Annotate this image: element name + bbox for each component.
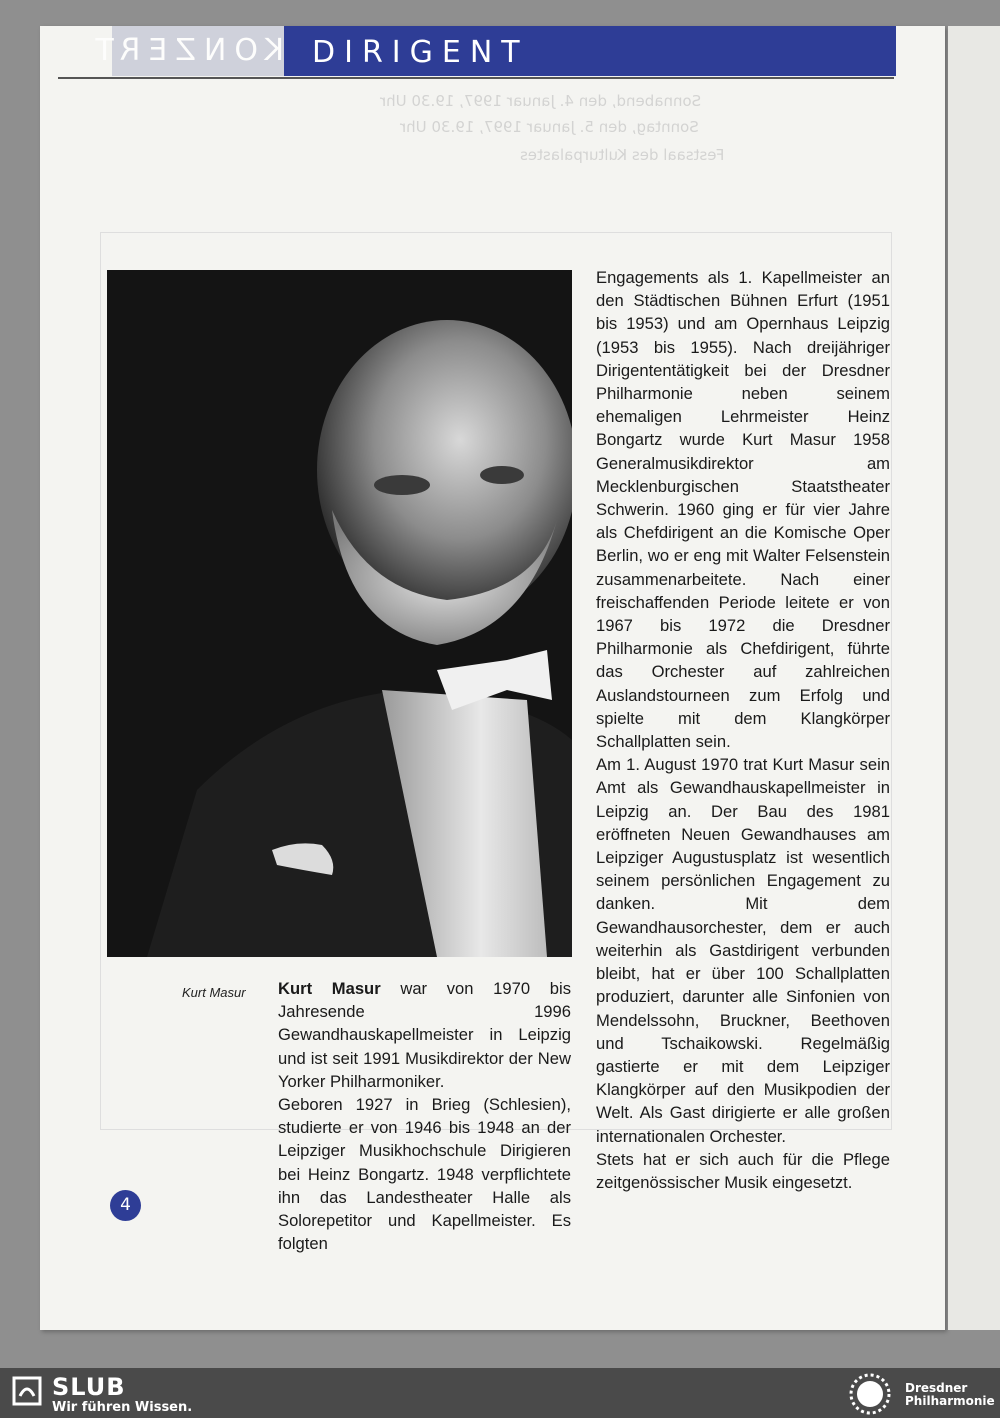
paragraph: Am 1. August 1970 trat Kurt Masur sein Amt als Gewandhauskapellmeister in Leipzig an. Der Bau des 1981 eröffneten Neuen Gewandhauses am Leipziger Augustusplatz ist wesentlich seinem persönlichen Engagement zu danken. Mit dem Gewandhausorchester, dem er auch weiterhin als Gastdirigent verbunden bleibt, hat er über 100 Schallplatten produziert, darunter alle Sinfonien von Mendelssohn, Bruckner, Beethoven und Tschaikowski. Regelmäßig gastierte er mit dem Leipziger Klangkörper auf den Musikpodien der Welt. Als Gast dirigierte er alle großen internationalen Orchester. xyxy=(596,755,890,1146)
paragraph: Geboren 1927 in Brieg (Schlesien), studierte er von 1946 bis 1948 an der Leipziger Musikhochschule Dirigieren bei Heinz Bongartz. 1948 verpflichtete ihn das Landestheater Halle als Solorepetitor und Kapellmeister. Es folgten xyxy=(278,1095,571,1254)
slub-tagline: Wir führen Wissen. xyxy=(52,1400,193,1415)
partner-name[interactable] xyxy=(905,1382,995,1408)
photo-caption: Kurt Masur xyxy=(182,985,246,1000)
slub-name[interactable]: SLUB xyxy=(52,1373,126,1401)
portrait-photo xyxy=(107,270,572,957)
portrait-illustration xyxy=(107,270,572,957)
page-title: DIRIGENT xyxy=(312,35,529,70)
bleed-through-line: Festsaal des Kulturpalastes xyxy=(520,146,725,164)
partner-name-line: Philharmonie xyxy=(905,1394,995,1408)
header-divider xyxy=(58,77,894,79)
slub-logo-icon xyxy=(12,1376,42,1406)
paragraph-text: war von 1970 bis Jahresende 1996 Gewandhauskapellmeister in Leipzig und ist seit 1991 Musikdirektor der New Yorker Philharmoniker. xyxy=(278,979,571,1091)
paragraph: Stets hat er sich auch für die Pflege zeitgenössischer Musik eingesetzt. xyxy=(596,1149,890,1192)
bold-name: Kurt Masur xyxy=(278,979,381,998)
partner-name-line: Dresdner xyxy=(905,1381,968,1395)
bleed-through-line: Sonnabend, den 4. Januar 1997, 19.30 Uhr xyxy=(380,92,702,110)
header-ghost-text: KONZERT xyxy=(112,26,284,76)
text-column-left xyxy=(278,977,571,1255)
paragraph xyxy=(278,977,571,1093)
text-column-right xyxy=(596,266,890,1194)
paragraph: Engagements als 1. Kapellmeister an den Städtischen Bühnen Erfurt (1951 bis 1953) und am Opernhaus Leipzig (1953 bis 1955). Nach dreijähriger Dirigententätigkeit bei der Dresdner Philharmonie neben seinem ehemaligen Lehrmeister Heinz Bongartz wurde Kurt Masur 1958 Generalmusikdirektor am Mecklenburgischen Staatstheater Schwerin. 1960 ging er für vier Jahre als Chefdirigent an die Komische Oper Berlin, wo er eng mit Walter Felsenstein zusammenarbeitete. Nach einer freischaffenden Periode leitete er von 1967 bis 1972 die Dresdner Philharmonie als Chefdirigent, führte das Orchester auf zahlreichen Auslandstourneen zum Erfolg und spielte mit dem Klangkörper Schallplatten sein. xyxy=(596,268,890,752)
bleed-through-line: Sonntag, den 5. Januar 1997, 19.30 Uhr xyxy=(400,118,699,136)
adjacent-page-edge xyxy=(948,26,1000,1330)
page-number-badge: 4 xyxy=(110,1190,141,1221)
dresdner-philharmonie-logo-icon xyxy=(843,1371,897,1417)
